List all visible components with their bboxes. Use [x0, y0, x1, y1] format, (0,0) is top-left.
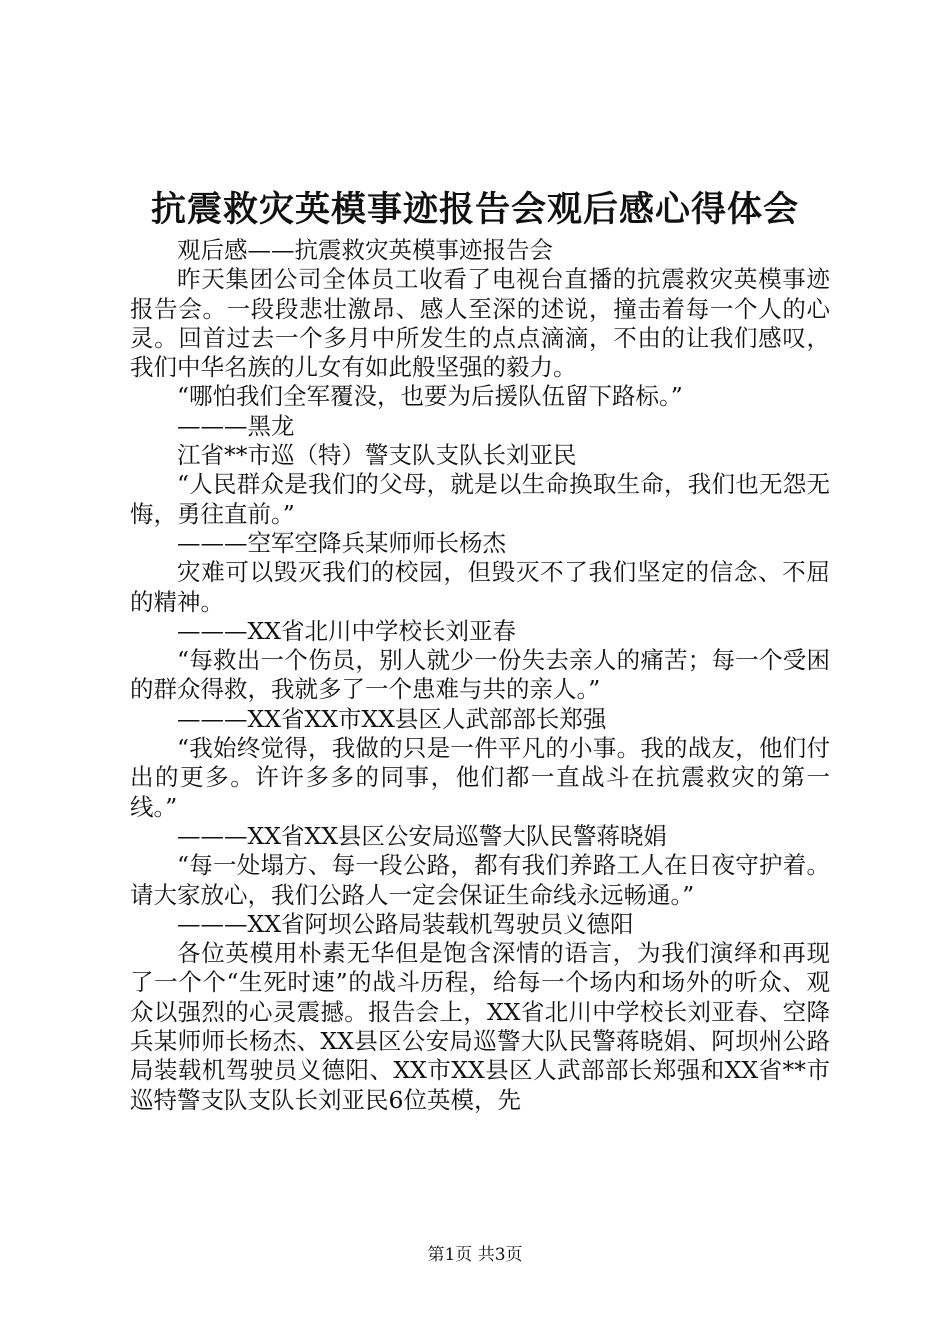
document-body: [130, 236, 830, 1115]
paragraph: 昨天集团公司全体员工收看了电视台直播的抗震救灾英模事迹报告会。一段段悲壮激昂、感人至深的述说，撞击着每一个人的心灵。回首过去一个多月中所发生的点点滴滴，不由的让我们感叹，我们中华名族的儿女有如此般坚强的毅力。: [130, 265, 830, 382]
attribution: 江省**市巡（特）警支队支队长刘亚民: [177, 441, 577, 470]
quote-paragraph: “哪怕我们全军覆没，也要为后援队伍留下路标。”: [177, 382, 683, 411]
attribution: ———XX省北川中学校长刘亚春: [177, 616, 516, 645]
paragraph: 观后感——抗震救灾英模事迹报告会: [177, 236, 553, 264]
quote-paragraph: “我始终觉得，我做的只是一件平凡的小事。我的战友，他们付出的更多。许许多多的同事，他们都一直战斗在抗震救灾的第一线。”: [130, 734, 830, 821]
quote-paragraph: 灾难可以毁灭我们的校园，但毁灭不了我们坚定的信念、不屈的精神。: [130, 558, 830, 616]
document-title: 抗震救灾英模事迹报告会观后感心得体会: [150, 189, 799, 230]
paragraph: 各位英模用朴素无华但是饱含深情的语言，为我们演绎和再现了一个个“生死时速”的战斗历程，给每一个场内和场外的听众、观众以强烈的心灵震撼。报告会上，XX省北川中学校长刘亚春、空降兵某师师长杨杰、XX县区公安局巡警大队民警蒋晓娟、阿坝州公路局装载机驾驶员义德阳、XX市XX县区人武部部长郑强和XX省**市巡特警支队支队长刘亚民6位英模，先: [130, 939, 830, 1114]
attribution: ———黑龙: [177, 411, 295, 440]
page-footer: 第1页 共3页: [427, 1245, 523, 1265]
attribution: ———空军空降兵某师师长杨杰: [177, 528, 506, 557]
quote-paragraph: “每一处塌方、每一段公路，都有我们养路工人在日夜守护着。请大家放心，我们公路人一定会保证生命线永远畅通。”: [130, 851, 830, 909]
attribution: ———XX省阿坝公路局装载机驾驶员义德阳: [177, 909, 634, 938]
quote-paragraph: “每救出一个伤员，别人就少一份失去亲人的痛苦；每一个受困的群众得救，我就多了一个患难与共的亲人。”: [130, 646, 830, 704]
attribution: ———XX省XX市XX县区人武部部长郑强: [177, 704, 607, 733]
quote-paragraph: “人民群众是我们的父母，就是以生命换取生命，我们也无怨无悔，勇往直前。”: [130, 470, 830, 528]
attribution: ———XX省XX县区公安局巡警大队民警蒋晓娟: [177, 821, 667, 850]
